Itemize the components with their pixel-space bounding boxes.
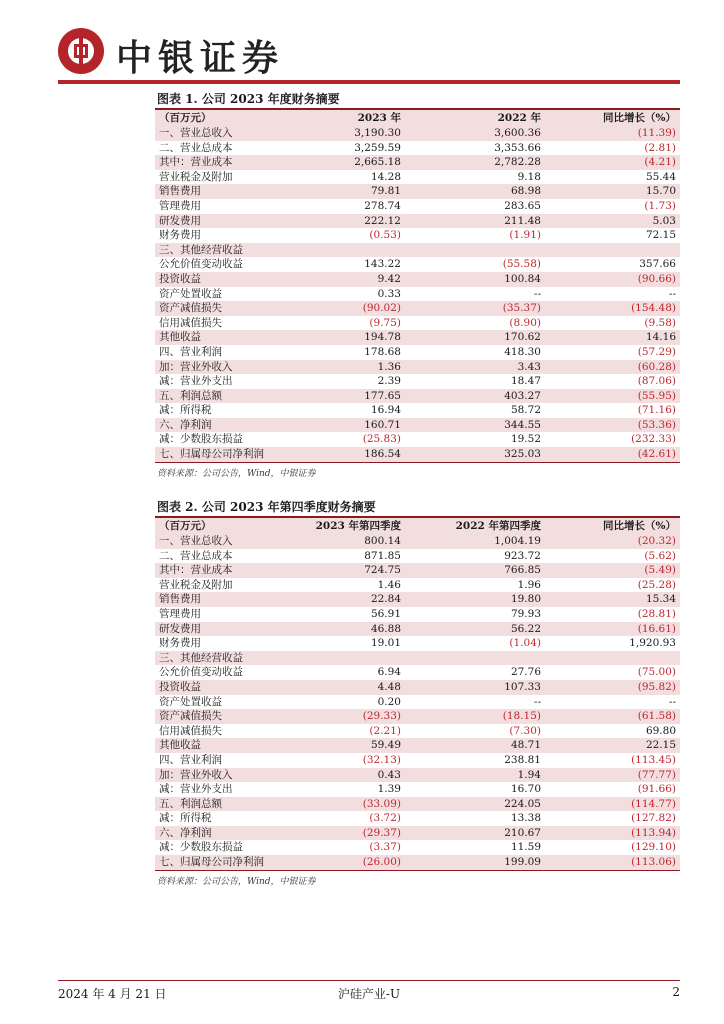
row-label: 减：少数股东损益	[159, 841, 243, 854]
cell-value: 724.75	[305, 563, 405, 578]
cell-value: (33.09)	[305, 797, 405, 812]
cell-value: 186.54	[305, 447, 405, 462]
cell-value: 800.14	[305, 534, 405, 549]
row-label: 三、其他经营收益	[155, 243, 305, 258]
cell-value: (114.77)	[545, 797, 680, 812]
table-row	[155, 199, 680, 214]
cell-value: 1,004.19	[405, 534, 545, 549]
cell-value: (91.66)	[637, 783, 676, 796]
footer-divider	[58, 980, 680, 981]
cell-value: (35.37)	[405, 301, 545, 316]
row-label: 资产处置收益	[159, 287, 222, 300]
row-label: 资产处置收益	[159, 695, 222, 708]
cell-value: (129.10)	[631, 841, 676, 854]
row-label: 财务费用	[159, 637, 201, 650]
cell-value: 15.70	[545, 184, 680, 199]
table-row	[155, 840, 680, 855]
cell-value: (55.95)	[545, 389, 680, 404]
cell-value: (90.02)	[305, 301, 405, 316]
row-label: 管理费用	[159, 607, 201, 620]
cell-value: 1.36	[305, 360, 405, 375]
cell-value: 3,353.66	[494, 141, 541, 154]
cell-value: 194.78	[305, 330, 405, 345]
table-2-bottom-rule	[155, 870, 680, 871]
cell-value: 14.28	[370, 170, 401, 183]
cell-value: (28.81)	[637, 607, 676, 620]
cell-value: 19.01	[370, 637, 401, 650]
cell-value: 79.81	[305, 184, 405, 199]
cell-value: 9.42	[305, 272, 405, 287]
cell-value: 6.94	[377, 666, 401, 679]
cell-value: 283.65	[504, 199, 541, 212]
row-label: 管理费用	[159, 199, 201, 212]
cell-value: 2,782.28	[405, 155, 545, 170]
cell-value: --	[533, 287, 541, 300]
table-row	[155, 301, 680, 316]
table-row	[155, 360, 680, 375]
cell-value: 1.94	[405, 768, 545, 783]
cell-value: 69.80	[645, 724, 676, 737]
cell-value: (18.15)	[405, 709, 545, 724]
table-row	[155, 257, 680, 272]
row-label: 其他收益	[155, 330, 305, 345]
column-header: 同比增长（%）	[545, 110, 680, 126]
table-row	[155, 184, 680, 199]
page-footer	[58, 985, 680, 1001]
row-label: 信用减值损失	[159, 316, 222, 329]
cell-value: (232.33)	[631, 433, 676, 446]
cell-value: 13.38	[510, 812, 541, 825]
table-row	[155, 753, 680, 768]
table-row	[155, 418, 680, 433]
cell-value: (25.28)	[637, 578, 676, 591]
cell-value	[405, 243, 545, 258]
row-label: 其中：营业成本	[155, 563, 305, 578]
cell-value: 11.59	[510, 841, 541, 854]
cell-value: (29.37)	[305, 826, 405, 841]
cell-value: (4.21)	[545, 155, 680, 170]
row-label: 研发费用	[155, 214, 305, 229]
cell-value: (25.83)	[362, 433, 401, 446]
cell-value: 871.85	[364, 549, 401, 562]
table-row	[155, 170, 680, 185]
cell-value: 46.88	[305, 622, 405, 637]
cell-value: (2.21)	[369, 724, 401, 737]
cell-value: 19.52	[510, 433, 541, 446]
cell-value: 5.03	[545, 214, 680, 229]
table-row	[155, 826, 680, 841]
header-divider	[58, 80, 680, 84]
cell-value: 55.44	[645, 170, 676, 183]
cell-value: (1.04)	[509, 637, 541, 650]
cell-value: 199.09	[405, 855, 545, 870]
cell-value: (95.82)	[545, 680, 680, 695]
brand-name: 中银证券	[116, 37, 285, 79]
cell-value: 100.84	[405, 272, 545, 287]
cell-value: (55.58)	[502, 258, 541, 271]
row-label: 五、利润总额	[155, 389, 305, 404]
table-row	[155, 724, 680, 739]
cell-value: (113.45)	[631, 753, 676, 766]
cell-value: 143.22	[364, 258, 401, 271]
cell-value: 210.67	[405, 826, 545, 841]
cell-value: 3,600.36	[405, 126, 545, 141]
row-label: 减：所得税	[159, 812, 212, 825]
row-label: 公允价值变动收益	[159, 258, 243, 271]
cell-value: 211.48	[405, 214, 545, 229]
row-label: 减：所得税	[159, 404, 212, 417]
row-label: 其中：营业成本	[155, 155, 305, 170]
table-row	[155, 141, 680, 156]
table-1-block	[155, 90, 680, 479]
table-row	[155, 563, 680, 578]
cell-value: --	[533, 695, 541, 708]
table-2	[155, 518, 680, 870]
cell-value: --	[668, 287, 676, 300]
column-header: 2022 年	[405, 110, 545, 126]
cell-value	[405, 651, 545, 666]
cell-value: 14.16	[545, 330, 680, 345]
table-2-source: 资料来源：公司公告，Wind，中银证券	[157, 876, 316, 887]
cell-value: (3.72)	[369, 812, 401, 825]
table-row	[155, 578, 680, 593]
cell-value: (57.29)	[637, 345, 676, 358]
cell-value: 22.84	[305, 592, 405, 607]
row-label: 营业税金及附加	[159, 578, 233, 591]
cell-value: (90.66)	[545, 272, 680, 287]
cell-value: (42.61)	[545, 447, 680, 462]
cell-value: 224.05	[405, 797, 545, 812]
table-row	[155, 855, 680, 870]
cell-value: 160.71	[305, 418, 405, 433]
cell-value: (75.00)	[637, 666, 676, 679]
row-label: 七、归属母公司净利润	[155, 855, 305, 870]
cell-value: 0.33	[377, 287, 401, 300]
row-label: 六、净利润	[155, 418, 305, 433]
cell-value: (53.36)	[545, 418, 680, 433]
row-label: 营业税金及附加	[159, 170, 233, 183]
table-2-block	[155, 498, 680, 887]
cell-value	[545, 651, 680, 666]
cell-value: (5.49)	[545, 563, 680, 578]
table-row	[155, 622, 680, 637]
cell-value: (61.58)	[545, 709, 680, 724]
row-label: 减：营业外支出	[159, 375, 233, 388]
table-row	[155, 680, 680, 695]
row-label: 投资收益	[155, 680, 305, 695]
row-label: 五、利润总额	[155, 797, 305, 812]
cell-value: 15.34	[545, 592, 680, 607]
cell-value: 59.49	[305, 738, 405, 753]
table-row	[155, 768, 680, 783]
cell-value: (154.48)	[545, 301, 680, 316]
table-row	[155, 549, 680, 564]
cell-value: 19.80	[405, 592, 545, 607]
table-row	[155, 155, 680, 170]
row-label: 加：营业外收入	[155, 768, 305, 783]
cell-value: 403.27	[405, 389, 545, 404]
cell-value: (16.61)	[545, 622, 680, 637]
cell-value: 56.22	[405, 622, 545, 637]
cell-value	[305, 651, 405, 666]
cell-value: 9.18	[517, 170, 541, 183]
cell-value: (1.91)	[509, 229, 541, 242]
cell-value	[305, 243, 405, 258]
table-row	[155, 607, 680, 622]
cell-value: (87.06)	[637, 375, 676, 388]
table-1-source: 资料来源：公司公告，Wind，中银证券	[157, 468, 316, 479]
cell-value: (9.75)	[369, 316, 401, 329]
row-label: 六、净利润	[155, 826, 305, 841]
cell-value	[545, 243, 680, 258]
table-row	[155, 389, 680, 404]
company-name: 沪硅产业-U	[337, 987, 401, 1001]
cell-value: 22.15	[545, 738, 680, 753]
cell-value: 0.43	[305, 768, 405, 783]
table-1	[155, 110, 680, 462]
table-1-title: 图表 1. 公司 2023 年度财务摘要	[157, 92, 340, 106]
table-row	[155, 636, 680, 651]
row-label: 四、营业利润	[159, 753, 222, 766]
cell-value: 1.39	[377, 783, 401, 796]
cell-value: 18.47	[510, 375, 541, 388]
row-label: 公允价值变动收益	[159, 666, 243, 679]
table-row	[155, 345, 680, 360]
cell-value: 222.12	[305, 214, 405, 229]
cell-value: 16.70	[510, 783, 541, 796]
cell-value: 2,665.18	[305, 155, 405, 170]
cell-value: 68.98	[405, 184, 545, 199]
cell-value: 16.94	[370, 404, 401, 417]
row-label: 其他收益	[155, 738, 305, 753]
table-row	[155, 651, 680, 666]
table-2-title: 图表 2. 公司 2023 年第四季度财务摘要	[157, 500, 376, 514]
row-label: 资产减值损失	[155, 301, 305, 316]
table-row	[155, 272, 680, 287]
table-row	[155, 811, 680, 826]
cell-value: 48.71	[405, 738, 545, 753]
bank-of-china-logo-icon	[58, 28, 104, 74]
table-1-bottom-rule	[155, 462, 680, 463]
row-label: 四、营业利润	[159, 345, 222, 358]
table-row	[155, 709, 680, 724]
cell-value: (26.00)	[305, 855, 405, 870]
cell-value: 56.91	[370, 607, 401, 620]
column-header: （百万元）	[155, 518, 305, 534]
table-row	[155, 403, 680, 418]
cell-value: (60.28)	[545, 360, 680, 375]
cell-value: 1,920.93	[629, 637, 676, 650]
cell-value: 72.15	[645, 229, 676, 242]
table-row	[155, 738, 680, 753]
table-1-header-row	[155, 110, 680, 126]
table-row	[155, 534, 680, 549]
cell-value: (5.62)	[644, 549, 676, 562]
cell-value: 766.85	[405, 563, 545, 578]
cell-value: 278.74	[364, 199, 401, 212]
cell-value: 238.81	[504, 753, 541, 766]
cell-value: 3.43	[405, 360, 545, 375]
column-header: 2023 年	[305, 110, 405, 126]
table-row	[155, 592, 680, 607]
table-row	[155, 447, 680, 462]
row-label: 财务费用	[159, 229, 201, 242]
column-header: 同比增长（%）	[545, 518, 680, 534]
cell-value: (1.73)	[644, 199, 676, 212]
table-row	[155, 665, 680, 680]
cell-value: 27.76	[510, 666, 541, 679]
table-2-header-row	[155, 518, 680, 534]
column-header: 2023 年第四季度	[305, 518, 405, 534]
cell-value: 3,259.59	[354, 141, 401, 154]
cell-value: (8.90)	[509, 316, 541, 329]
cell-value: (77.77)	[545, 768, 680, 783]
cell-value: (20.32)	[545, 534, 680, 549]
row-label: 减：营业外支出	[159, 783, 233, 796]
column-header: （百万元）	[155, 110, 305, 126]
table-row	[155, 214, 680, 229]
cell-value: 170.62	[405, 330, 545, 345]
table-row	[155, 126, 680, 141]
report-date: 2024 年 4 月 21 日	[58, 987, 167, 1001]
cell-value: 58.72	[510, 404, 541, 417]
table-row	[155, 287, 680, 302]
cell-value: 418.30	[504, 345, 541, 358]
cell-value: 1.46	[377, 578, 401, 591]
cell-value: 4.48	[305, 680, 405, 695]
cell-value: 0.20	[377, 695, 401, 708]
cell-value: (127.82)	[631, 812, 676, 825]
cell-value: (9.58)	[644, 316, 676, 329]
row-label: 一、营业总收入	[155, 534, 305, 549]
row-label: 销售费用	[155, 592, 305, 607]
cell-value: 2.39	[377, 375, 401, 388]
row-label: 一、营业总收入	[155, 126, 305, 141]
cell-value: 1.96	[517, 578, 541, 591]
row-label: 七、归属母公司净利润	[155, 447, 305, 462]
row-label: 加：营业外收入	[155, 360, 305, 375]
cell-value: (11.39)	[545, 126, 680, 141]
column-header: 2022 年第四季度	[405, 518, 545, 534]
cell-value: (2.81)	[644, 141, 676, 154]
page-number: 2	[672, 985, 680, 999]
cell-value: 178.68	[364, 345, 401, 358]
row-label: 资产减值损失	[155, 709, 305, 724]
table-row	[155, 432, 680, 447]
cell-value: 177.65	[305, 389, 405, 404]
row-label: 三、其他经营收益	[155, 651, 305, 666]
cell-value: 344.55	[405, 418, 545, 433]
cell-value: --	[668, 695, 676, 708]
table-row	[155, 797, 680, 812]
cell-value: 325.03	[405, 447, 545, 462]
cell-value: (71.16)	[637, 404, 676, 417]
cell-value: 3,190.30	[305, 126, 405, 141]
table-row	[155, 316, 680, 331]
row-label: 二、营业总成本	[159, 549, 233, 562]
table-row	[155, 330, 680, 345]
table-row	[155, 695, 680, 710]
cell-value: 79.93	[510, 607, 541, 620]
row-label: 研发费用	[155, 622, 305, 637]
cell-value: (0.53)	[369, 229, 401, 242]
cell-value: (3.37)	[369, 841, 401, 854]
table-row	[155, 243, 680, 258]
cell-value: (7.30)	[509, 724, 541, 737]
cell-value: (113.94)	[545, 826, 680, 841]
cell-value: (29.33)	[305, 709, 405, 724]
cell-value: 923.72	[504, 549, 541, 562]
row-label: 信用减值损失	[159, 724, 222, 737]
cell-value: (32.13)	[362, 753, 401, 766]
row-label: 销售费用	[155, 184, 305, 199]
cell-value: 107.33	[405, 680, 545, 695]
row-label: 二、营业总成本	[159, 141, 233, 154]
row-label: 减：少数股东损益	[159, 433, 243, 446]
table-row	[155, 228, 680, 243]
cell-value: (113.06)	[545, 855, 680, 870]
row-label: 投资收益	[155, 272, 305, 287]
cell-value: 357.66	[639, 258, 676, 271]
table-row	[155, 782, 680, 797]
table-row	[155, 374, 680, 389]
